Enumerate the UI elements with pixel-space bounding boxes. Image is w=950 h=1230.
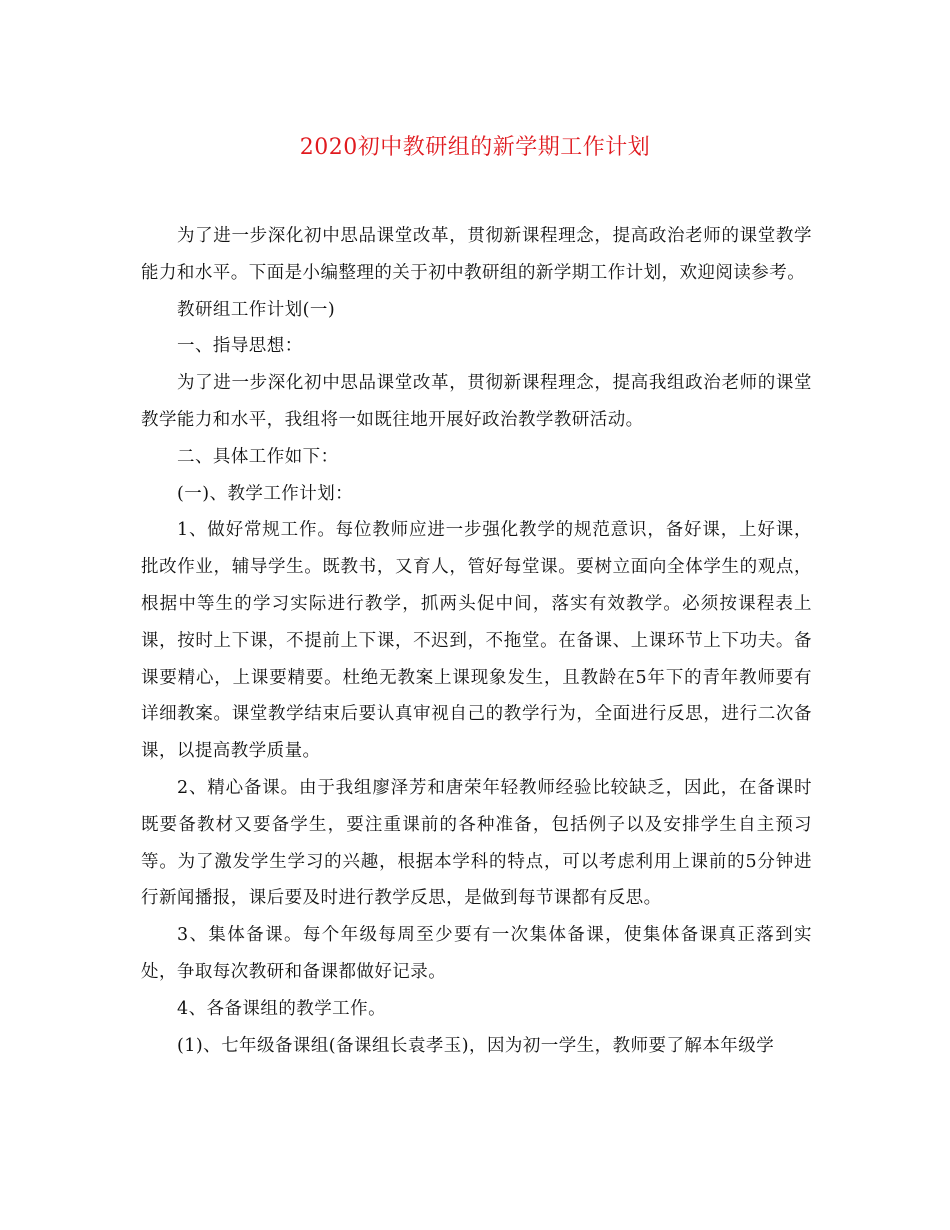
- document-body: [141, 218, 812, 1064]
- paragraph-item-3: 3、集体备课。每个年级每周至少要有一次集体备课，使集体备课真正落到实处，争取每次教研和备课都做好记录。: [141, 925, 812, 982]
- paragraph-section-heading: 教研组工作计划(一): [177, 299, 336, 320]
- paragraph-intro: 为了进一步深化初中思品课堂改革，贯彻新课程理念，提高政治老师的课堂教学能力和水平。下面是小编整理的关于初中教研组的新学期工作计划，欢迎阅读参考。: [141, 226, 812, 283]
- paragraph-item-1: 1、做好常规工作。每位教师应进一步强化教学的规范意识，备好课，上好课，批改作业，辅导学生。既教书，又育人，管好每堂课。要树立面向全体学生的观点，根据中等生的学习实际进行教学，抓两头促中间，落实有效教学。必须按课程表上课，按时上下课，不提前上下课，不迟到，不拖堂。在备课、上课环节上下功夫。备课要精心，上课要精要。杜绝无教案上课现象发生，且教龄在5年下的青年教师要有详细教案。课堂教学结束后要认真审视自己的教学行为，全面进行反思，进行二次备课，以提高教学质量。: [141, 520, 812, 762]
- paragraph-item-4: 4、各备课组的教学工作。: [177, 998, 387, 1019]
- paragraph-guiding-thought: 为了进一步深化初中思品课堂改革，贯彻新课程理念，提高我组政治老师的课堂教学能力和水平，我组将一如既往地开展好政治教学教研活动。: [141, 373, 812, 430]
- paragraph-item-4-1: (1)、七年级备课组(备课组长袁孝玉)，因为初一学生，教师要了解本年级学: [177, 1035, 775, 1056]
- paragraph-specific-work-heading: 二、具体工作如下：: [177, 446, 339, 467]
- document-title: 2020初中教研组的新学期工作计划: [299, 135, 651, 160]
- paragraph-item-2: 2、精心备课。由于我组廖泽芳和唐荣年轻教师经验比较缺乏，因此，在备课时既要备教材又要备学生，要注重课前的各种准备，包括例子以及安排学生自主预习等。为了激发学生学习的兴趣，根据本学科的特点，可以考虑利用上课前的5分钟进行新闻播报，课后要及时进行教学反思，是做到每节课都有反思。: [141, 777, 812, 909]
- paragraph-teaching-plan-heading: (一)、教学工作计划：: [177, 483, 354, 504]
- paragraph-guiding-thought-heading: 一、指导思想：: [177, 336, 303, 357]
